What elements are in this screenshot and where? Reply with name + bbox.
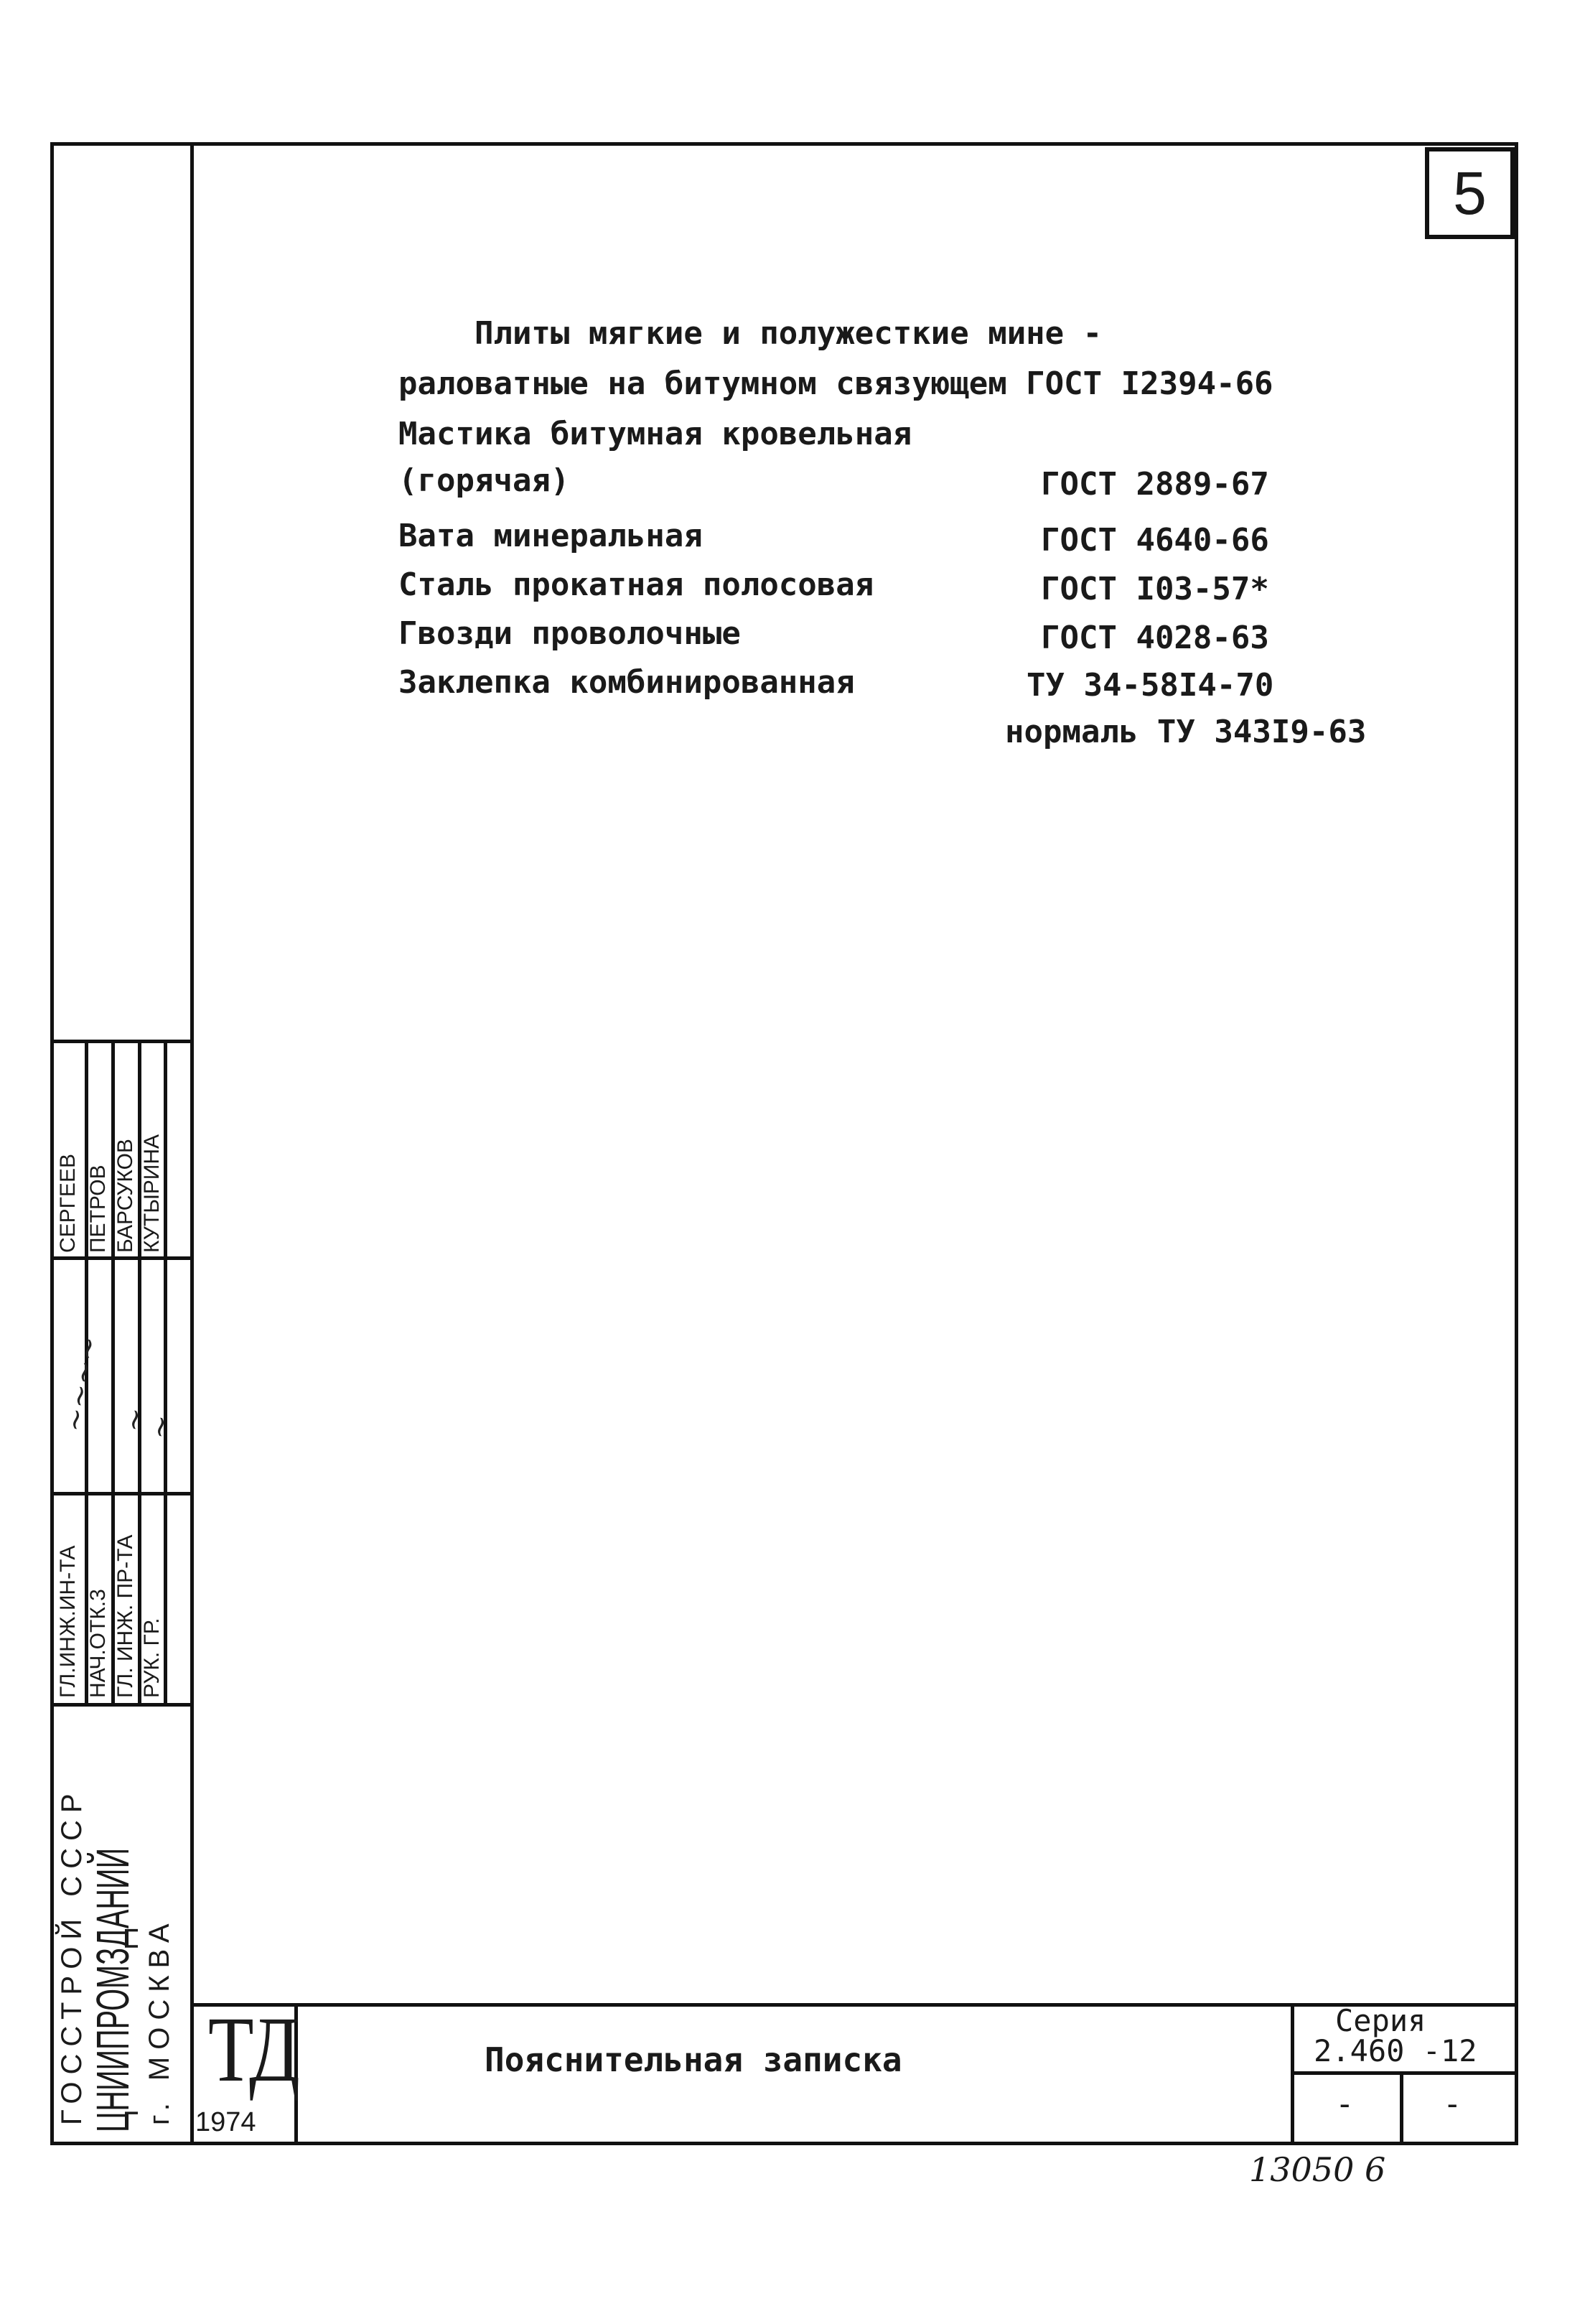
material-standard-nails: ГОСТ 4028-63 (1041, 620, 1269, 656)
material-name-wool: Вата минеральная (398, 518, 703, 554)
material-name-nails: Гвозди проволочные (398, 615, 741, 652)
material-standard-steel: ГОСТ I03-57* (1041, 571, 1269, 607)
material-name-rivet: Заклепка комбинированная (398, 664, 855, 701)
org-line-1: ГОССТРОЙ СССР (56, 1786, 88, 2125)
stamp-name-3: БАРСУКОВ (113, 1139, 137, 1253)
year: 1974 (195, 2107, 256, 2137)
material-name-steel: Сталь прокатная полосовая (398, 566, 874, 603)
inventory-number: 13050 6 (1249, 2150, 1386, 2189)
stamp-role-4: РУК. ГР. (140, 1618, 164, 1698)
signature-3: ~ (116, 1404, 154, 1434)
stamp-name-1: СЕРГЕЕВ (56, 1154, 80, 1253)
page-number: 5 (1425, 147, 1515, 239)
stamp-strip-divider (190, 142, 194, 2145)
series-cell-left: - (1335, 2086, 1355, 2122)
material-name-mastic: Мастика битумная кровельная (398, 416, 912, 452)
series-cell-right: - (1443, 2086, 1462, 2122)
series-number: 2.460 -12 (1314, 2033, 1477, 2068)
stamp-role-3: ГЛ. ИНЖ. ПР-ТА (113, 1534, 137, 1698)
stamp-role-2: НАЧ.ОТК.3 (86, 1589, 110, 1698)
stamp-role-1: ГЛ.ИНЖ.ИН-ТА (56, 1545, 80, 1698)
signature-1: ~~~~ (57, 1333, 107, 1434)
signature-4: ~ (142, 1411, 179, 1442)
org-line-2: ЦНИИПРОМЗДАНИЙ (87, 1847, 139, 2132)
material-name-mastic-hot: (горячая) (398, 462, 570, 499)
org-line-3: г. МОСКВА (144, 1916, 175, 2125)
material-line-1b: раловатные на битумном связующем ГОСТ I2394-66 (398, 365, 1273, 402)
document-title: Пояснительная записка (485, 2040, 902, 2079)
material-standard-wool: ГОСТ 4640-66 (1041, 522, 1269, 559)
td-logo: ТД (208, 1998, 300, 2101)
material-line-1a: Плиты мягкие и полужесткие мине - (398, 315, 1103, 352)
stamp-name-4: КУТЫРИНА (140, 1134, 164, 1253)
material-standard-rivet-normal: нормаль ТУ 343I9-63 (1005, 714, 1367, 750)
material-standard-rivet: ТУ 34-58I4-70 (1027, 667, 1274, 704)
stamp-name-2: ПЕТРОВ (86, 1165, 110, 1253)
series-label: Серия (1335, 2003, 1426, 2038)
material-standard-mastic: ГОСТ 2889-67 (1041, 466, 1269, 503)
